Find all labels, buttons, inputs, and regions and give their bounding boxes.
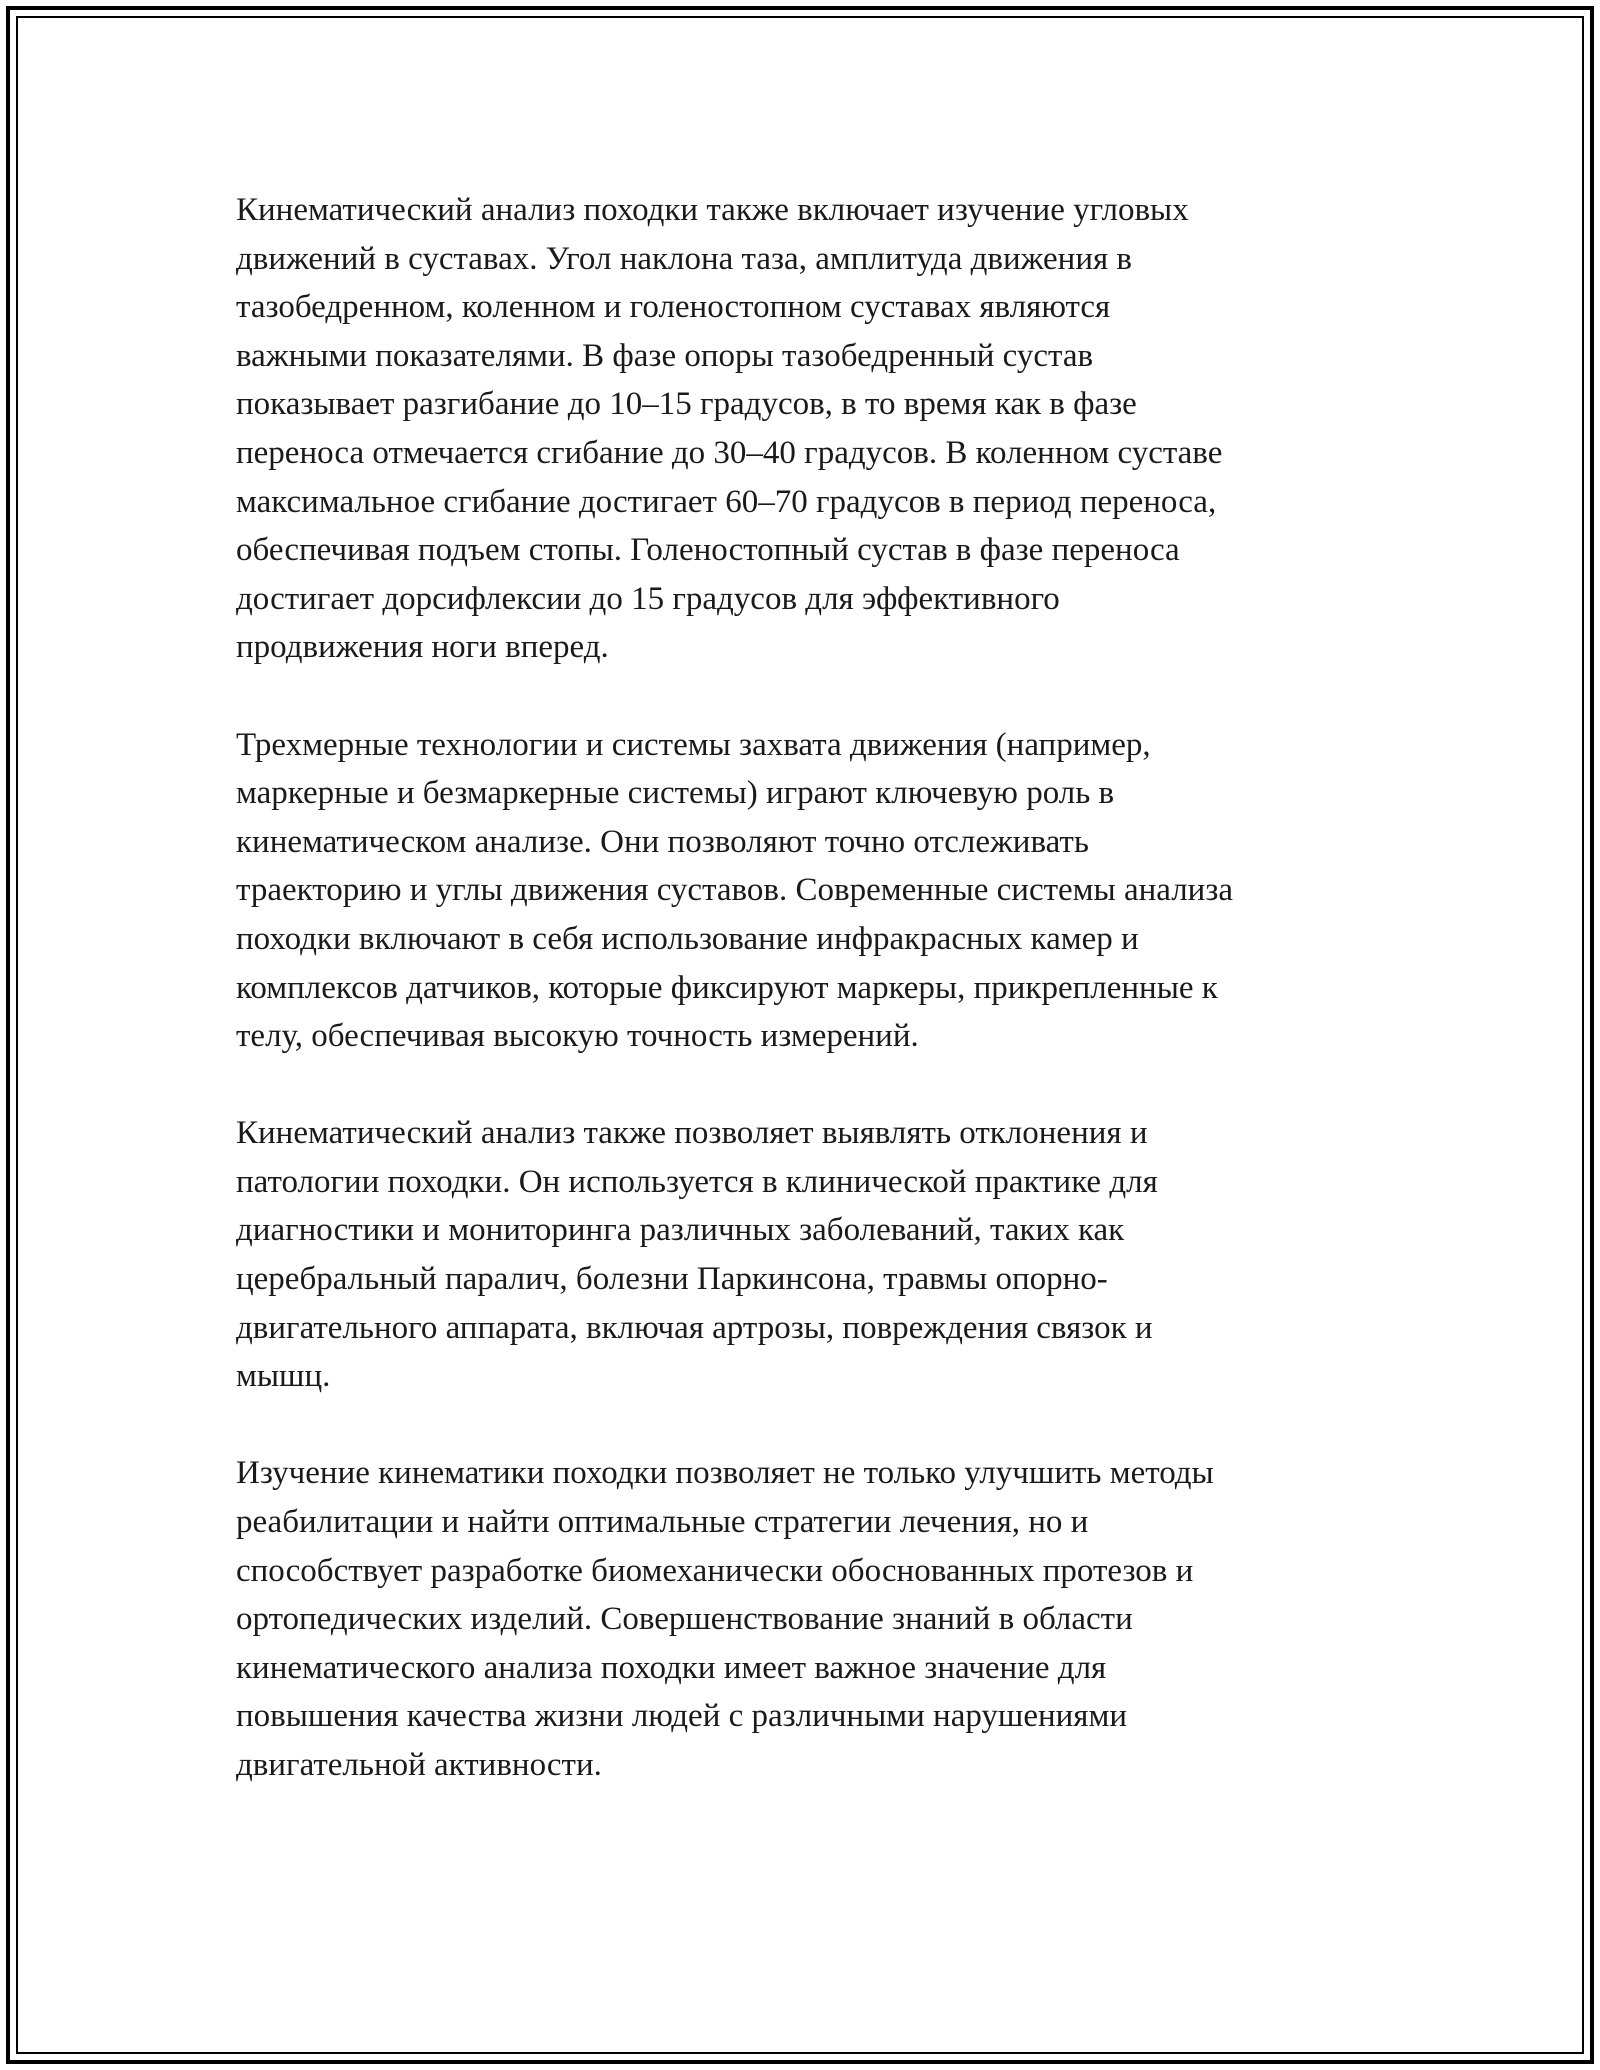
text-line: патологии походки. Он используется в клинической практике для bbox=[236, 1163, 1158, 1200]
text-line: обеспечивая подъем стопы. Голеностопный сустав в фазе переноса bbox=[236, 532, 1180, 569]
text-line: двигательного аппарата, включая артрозы, повреждения связок и bbox=[236, 1309, 1153, 1346]
text-line: переноса отмечается сгибание до 30–40 градусов. В коленном суставе bbox=[236, 434, 1223, 471]
text-line: ортопедических изделий. Совершенствование знаний в области bbox=[236, 1601, 1133, 1638]
text-line: двигательной активности. bbox=[236, 1747, 602, 1783]
text-line: траекторию и углы движения суставов. Современные системы анализа bbox=[236, 872, 1234, 909]
text-line: Трехмерные технологии и системы захвата движения (например, bbox=[236, 726, 1151, 763]
paragraph-rehabilitation bbox=[236, 1449, 1366, 1789]
text-line: важными показателями. В фазе опоры тазобедренный сустав bbox=[236, 337, 1094, 374]
text-line: походки включают в себя использование инфракрасных камер и bbox=[236, 920, 1139, 957]
text-line: движений в суставах. Угол наклона таза, амплитуда движения в bbox=[236, 240, 1132, 277]
text-line: комплексов датчиков, которые фиксируют маркеры, прикрепленные к bbox=[236, 969, 1218, 1006]
text-line: диагностики и мониторинга различных заболеваний, таких как bbox=[236, 1212, 1125, 1249]
text-line: Изучение кинематики походки позволяет не только улучшить методы bbox=[236, 1455, 1214, 1492]
text-line: Кинематический анализ походки также включает изучение угловых bbox=[236, 192, 1189, 228]
paragraph-pathology bbox=[236, 1109, 1366, 1401]
text-line: маркерные и безмаркерные системы) играют ключевую роль в bbox=[236, 775, 1115, 812]
text-line: тазобедренном, коленном и голеностопном суставах являются bbox=[236, 289, 1111, 326]
text-line: Кинематический анализ также позволяет выявлять отклонения и bbox=[236, 1115, 1148, 1152]
text-line: мышц. bbox=[236, 1358, 331, 1395]
text-line: способствует разработке биомеханически обоснованных протезов и bbox=[236, 1552, 1194, 1589]
text-line: достигает дорсифлексии до 15 градусов для эффективного bbox=[236, 580, 1060, 617]
paragraph-motion-capture bbox=[236, 721, 1366, 1061]
document-body bbox=[236, 186, 1366, 1838]
text-line: показывает разгибание до 10–15 градусов, в то время как в фазе bbox=[236, 386, 1137, 423]
text-line: продвижения ноги вперед. bbox=[236, 629, 609, 666]
text-line: кинематическом анализе. Они позволяют точно отслеживать bbox=[236, 823, 1089, 860]
text-line: церебральный паралич, болезни Паркинсона, травмы опорно- bbox=[236, 1261, 1108, 1298]
text-line: максимальное сгибание достигает 60–70 градусов в период переноса, bbox=[236, 483, 1217, 520]
text-line: телу, обеспечивая высокую точность измерений. bbox=[236, 1018, 919, 1055]
text-line: реабилитации и найти оптимальные стратегии лечения, но и bbox=[236, 1504, 1089, 1541]
paragraph-joint-angles bbox=[236, 186, 1366, 672]
text-line: кинематического анализа походки имеет важное значение для bbox=[236, 1649, 1107, 1686]
text-line: повышения качества жизни людей с различными нарушениями bbox=[236, 1698, 1128, 1735]
